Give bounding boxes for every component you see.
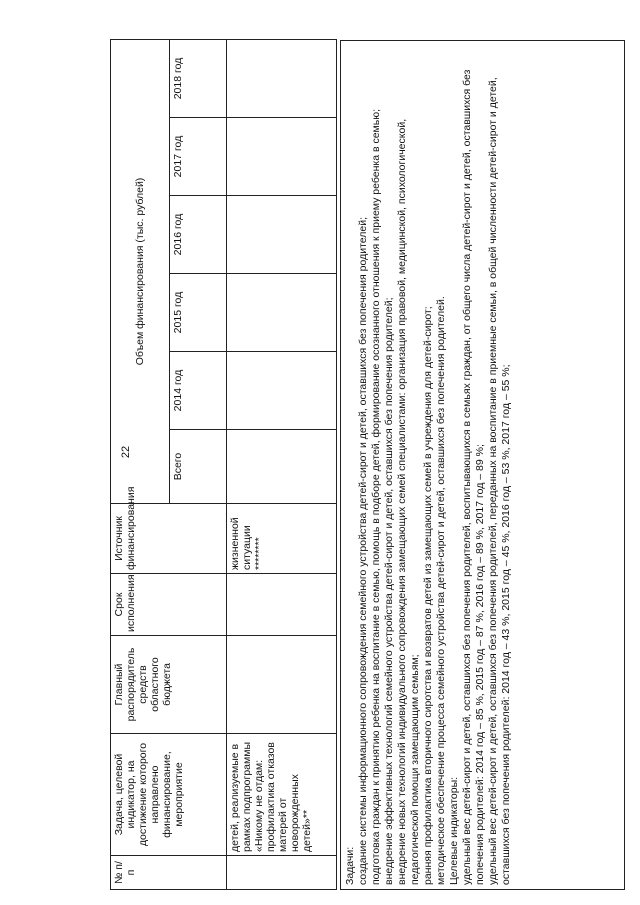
task-item: создание системы информационного сопровождения семейного устройства детей-сирот и детей, оставшихся без попечения родителей; (357, 216, 369, 885)
cell-no (227, 856, 337, 890)
rotated-page-content (110, 40, 625, 890)
header-distributor: Главный распорядитель средств областного бюджета (111, 636, 227, 734)
task-item: внедрение новых технологий индивидуального сопровождения замещающих семей специалистами: организация правовой, медицинской, психологической, педагогической помощи замещающим семьям; (396, 118, 421, 885)
indicators-heading: Целевые индикаторы: (448, 776, 460, 885)
cell-2016 (227, 196, 337, 274)
indicator-item: удельный вес детей-сирот и детей, оставшихся без попечения родителей, воспитывающихся в семьях граждан, от общего числа детей-сирот и детей, оставшихся без попечения родителей: 2014 год – 85 %, 2015 год – 87 %, 2016 год – 89 %, 2017 год – 89 %; (461, 69, 486, 885)
table-row (227, 39, 337, 889)
header-year-2015: 2015 год (170, 274, 227, 352)
indicator-item: удельный вес детей-сирот и детей, оставшихся без попечения родителей, переданных на воспитание в приемные семьи, в общей численности детей-сирот и детей, оставшихся без попечения родителей: 2014 год – 43 %, 2015 год – 45 %, 2016 год – 53 %, 2017 год – 55 %; (487, 77, 512, 885)
header-year-2016: 2016 год (170, 196, 227, 274)
header-no: № п/п (111, 856, 227, 890)
header-year-2017: 2017 год (170, 118, 227, 196)
task-item: подготовка граждан к принятию ребенка на воспитание в семью, помощь в подборе детей, формирование осознанного отношения к приему ребенка в семью; (370, 108, 382, 885)
cell-2018 (227, 39, 337, 117)
header-total: Всего (170, 430, 227, 504)
header-volume: Объем финансирования (тыс. рублей) (111, 39, 170, 503)
cell-2015 (227, 274, 337, 352)
header-year-2014: 2014 год (170, 352, 227, 430)
page-number: 22 (120, 445, 132, 459)
task-item: внедрение эффективных технологий семейного устройства детей-сирот и детей, оставшихся без попечения родителей; (383, 297, 395, 885)
financing-table (110, 39, 337, 890)
cell-source: жизненной ситуации ******** (227, 504, 337, 574)
cell-task: детей, реализуемые в рамках подпрограммы «Никому не отдам: профилактика отказов матерей от новорожденных детей»** (227, 734, 337, 856)
cell-2014 (227, 352, 337, 430)
tasks-and-indicators-block (340, 40, 625, 890)
header-task: Задача, целевой индикатор, на достижение которого направлено финансирование, мероприятие (111, 734, 227, 856)
tasks-heading: Задачи: (344, 846, 356, 885)
task-item: методическое обеспечение процесса семейного устройства детей-сирот и детей, оставшихся без попечения родителей. (435, 296, 447, 885)
cell-term (227, 574, 337, 636)
header-source: Источник финансирования (111, 504, 227, 574)
cell-total (227, 430, 337, 504)
header-term: Срок исполнения (111, 574, 227, 636)
cell-distributor (227, 636, 337, 734)
task-item: ранняя профилактика вторичного сиротства и возвратов детей из замещающих семей в учреждения для детей-сирот; (422, 306, 434, 885)
header-year-2018: 2018 год (170, 39, 227, 117)
table-header-row (111, 39, 170, 889)
cell-2017 (227, 118, 337, 196)
